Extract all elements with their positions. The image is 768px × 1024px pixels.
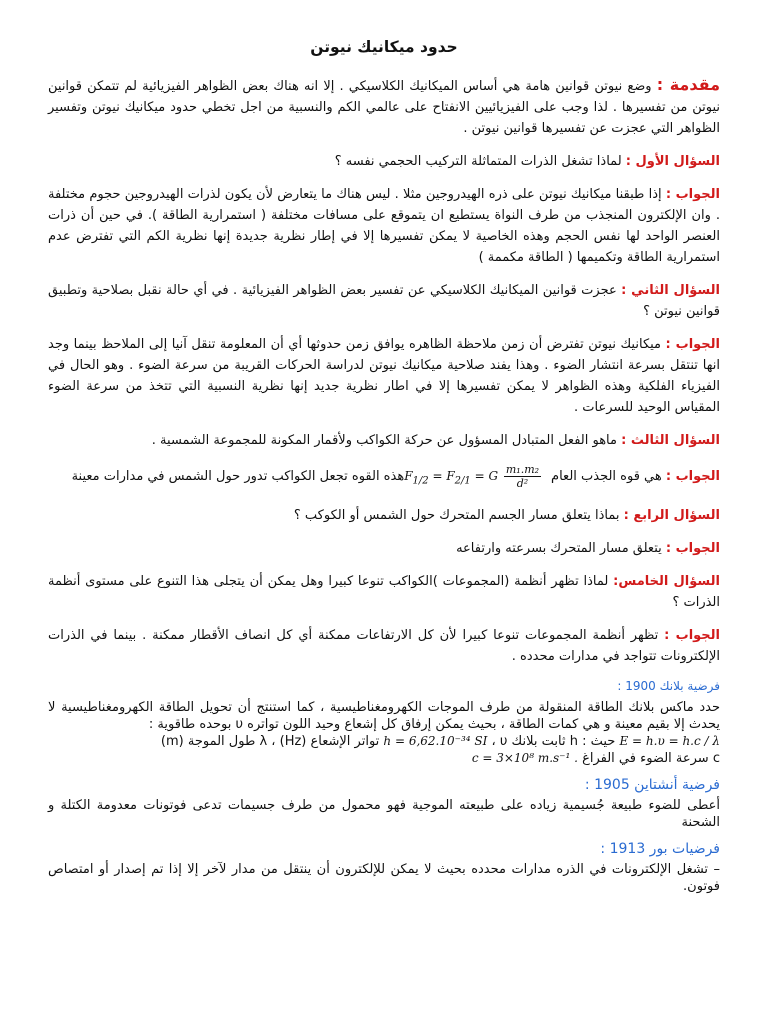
question-label: السؤال الثالث :: [621, 433, 720, 448]
planck-c-line: [48, 750, 720, 767]
question-text: بماذا يتعلق مسار الجسم المتحرك حول الشمس أو الكوكب ؟: [293, 508, 620, 524]
answer-label: الجواب :: [665, 337, 721, 352]
planck-formula-line: E = h.υ = h.c / λ حيث : h ثابت بلانك h = 6,62.10⁻³⁴ SI ، υ تواتر الإشعاع (Hz) ، λ طول الموجة (m): [160, 734, 720, 750]
question-label: السؤال الخامس:: [613, 574, 720, 590]
question-label: السؤال الأول :: [625, 154, 720, 169]
question-line: [48, 280, 720, 322]
answer-label: الجواب :: [665, 541, 720, 557]
planck-where: حيث :: [582, 734, 616, 750]
answer-text: تظهر أنظمة المجموعات تنوعا كبيرا لأن كل الارتفاعات ممكنة أي كل انصاف الأقطار ممكنة . بينما في الذرات الإلكترونات تتواجد في مدارات محدده .: [48, 628, 720, 665]
page-title: حدود ميكانيك نيوتن: [310, 38, 458, 56]
formula-eq: =: [432, 469, 443, 483]
planck-h-value: h = 6,62.10⁻³⁴ SI: [383, 734, 488, 749]
planck-c-desc: c سرعة الضوء في الفراغ: [582, 751, 720, 767]
answer-line: [48, 463, 720, 491]
answer-label: الجواب :: [665, 469, 720, 484]
question-text: عجزت قوانين الميكانيك الكلاسيكي عن تفسير بعض الظواهر الفيزيائية . في أي حالة نقبل بصلاحية وتطبيق قوانين نيوتن ؟: [48, 283, 720, 319]
question-text: لماذا تظهر أنظمة (المجموعات )الكواكب تنوعا كبيرا وهل يمكن أن يتجلى هذا التنوع على مستوى أنظمة الذرات ؟: [48, 574, 720, 611]
answer-3: [48, 463, 720, 491]
planck-lambda-desc: λ طول الموجة (m): [160, 734, 268, 750]
bohr-heading: فرضيات بور 1913 :: [600, 841, 720, 858]
answer-4: [48, 538, 720, 559]
answer-line: [48, 184, 720, 268]
intro-section: [48, 74, 720, 139]
question-line: [48, 151, 720, 172]
question-text: لماذا تشغل الذرات المتماثلة التركيب الحجمي نفسه ؟: [334, 154, 622, 169]
formula-denominator: d²: [516, 477, 529, 490]
question-line: [48, 505, 720, 526]
formula-numerator: m₁.m₂: [505, 463, 540, 476]
answer-line: [48, 334, 720, 418]
bohr-paragraph: – تشغل الإلكترونات في الذره مدارات محدده بحيث لا يمكن للإلكترون أن ينتقل من مدار لآخر إلا إذا تم إصدار أو امتصاص فوتون.: [48, 862, 720, 895]
answer-1: [48, 184, 720, 268]
gravity-formula: [404, 463, 547, 490]
hypotheses-section: [48, 679, 720, 895]
answer-line: [48, 625, 720, 667]
formula-fraction: [504, 463, 541, 490]
answer-text: يتعلق مسار المتحرك بسرعته وارتفاعه: [456, 541, 662, 557]
question-line: [48, 571, 720, 613]
question-4: [48, 505, 720, 526]
answer-text: ميكانيك نيوتن تفترض أن زمن ملاحظة الظاهره يوافق زمن حدوثها أي أن المعلومة تنقل آنيا إلى الملاحظ بينما وجد انها تنتقل بسرعة انتشار الضوء . وهذا يفند صلاحية ميكانيك نيوتن لدراسة الحركات القريبة من سرعة الضوء . وهو الحال في الفيزياء الفلكية وهذه الظواهر لا يمكن تفسيرها إلا في اطار نظرية جديد إنها نظرية النسبية التي تتخذ من سرعة الضوء المقياس الوحيد للسرعات .: [48, 337, 720, 415]
answer-text: إذا طبقنا ميكانيك نيوتن على ذره الهيدروجين مثلا . ليس هناك ما يتعارض لأن يكون لذرات الهيدروجين حجوم مختلفة . وان الإلكترون المنجذب من طرف النواة يستطيع ان يتموقع على مسافات مختلفة ( استمرارية الطاقة ). في حين أن ذرات العنصر الواحد لها نفس الحجم وهذه الخاصية لا يمكن تفسيرها إلا في إطار نظرية جديدة إنها نظرية الكم التي تفترض عدم استمرارية الطاقة وتكميمها ( الطاقة مكممة ): [48, 187, 720, 265]
answer-label: الجواب :: [665, 187, 720, 202]
formula-sub-1: 1/2: [412, 475, 429, 487]
answer-text-post: هذه القوه تجعل الكواكب تدور حول الشمس في مدارات معينة: [71, 469, 405, 484]
answer-line: [48, 538, 720, 559]
planck-paragraph: حدد ماكس بلانك الطاقة المنقولة من طرف الموجات الكهرومغناطيسية ، كما استنتج أن تحويل الطاقة الكهرومغناطيسية لا يحدث إلا بقيم معينة و هي كمات الطاقة ، بحيث يمكن إرفاق كل إشعاع وحيد اللون تواتره υ بوحده طاقوية :: [48, 700, 720, 733]
answer-label: الجواب :: [664, 628, 721, 644]
formula-sub-2: 2/1: [454, 475, 471, 487]
planck-c-value: c = 3×10⁸ m.s⁻¹ .: [471, 751, 578, 766]
planck-nu-desc: υ تواتر الإشعاع (Hz): [279, 734, 508, 750]
energy-formula: E = h.υ = h.c / λ: [619, 734, 720, 749]
formula-lhs: F: [404, 469, 413, 483]
intro-text: وضع نيوتن قوانين هامة هي أساس الميكانيك الكلاسيكي . إلا انه هناك بعض الظواهر الفيزيائية لم تتمكن قوانين نيوتن من تفسيرها . لذا وجب على الفيزيائيين الانفتاح على عالمي الكم والنسبية من اجل تخطي حدود ميكانيك نيوتن وتفسير الظواهر التي عجزت عن تفسيرها قوانين نيوتن .: [48, 79, 720, 136]
formula-lhs-2: F: [446, 469, 455, 483]
question-label: السؤال الرابع :: [623, 508, 720, 524]
question-text: ماهو الفعل المتبادل المسؤول عن حركة الكواكب ولأقمار المكونة للمجموعة الشمسية .: [151, 433, 617, 448]
planck-heading: فرضية بلانك 1900 :: [617, 679, 720, 694]
intro-paragraph: [48, 74, 720, 139]
einstein-heading: فرضية أنشتاين 1905 :: [584, 777, 720, 794]
einstein-paragraph: أعطى للضوء طبيعة جُسيمية زياده على طبيعته الموجية فهو محمول من طرف جسيمات تدعى فوتونات معدومة الكتلة و الشحنة: [48, 798, 720, 831]
intro-label: مقدمة :: [656, 75, 720, 94]
formula-g: = G: [474, 469, 499, 483]
question-5: [48, 571, 720, 613]
question-line: [48, 430, 720, 451]
question-2: [48, 280, 720, 322]
planck-h-const: h ثابت بلانك: [511, 734, 578, 750]
question-3: [48, 430, 720, 451]
question-label: السؤال الثاني :: [621, 283, 721, 298]
question-1: [48, 151, 720, 172]
answer-5: [48, 625, 720, 667]
answer-text-pre: هي قوه الجذب العام: [551, 469, 662, 484]
answer-2: [48, 334, 720, 418]
